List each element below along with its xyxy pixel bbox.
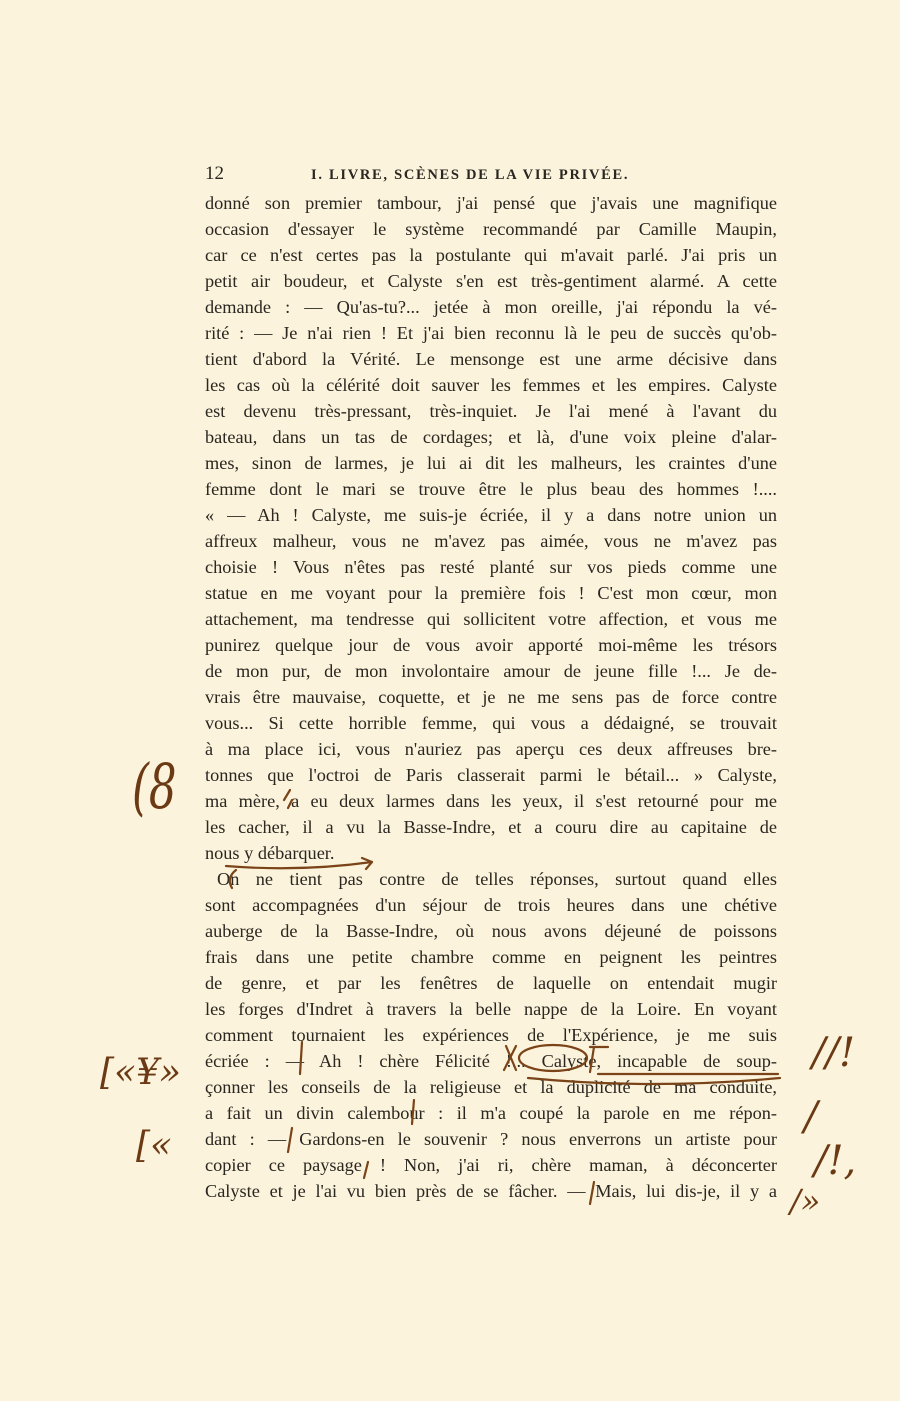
text-line: de genre, et par les fenêtres de laquelle on entendait mugir bbox=[205, 973, 777, 993]
text-line: petit air boudeur, et Calyste s'en est très-gentiment alarmé. A cette bbox=[205, 271, 777, 291]
text-line: bateau, dans un tas de cordages; et là, d'une voix pleine d'alar- bbox=[205, 427, 777, 447]
text-line: ma mère, a eu deux larmes dans les yeux, il s'est retourné pour me bbox=[205, 791, 777, 811]
running-head bbox=[205, 161, 777, 187]
text-line: vrais être mauvaise, coquette, et je ne me sens pas de force contre bbox=[205, 687, 777, 707]
text-line: çonner les conseils de la religieuse et la duplicité de ma conduite, bbox=[205, 1077, 777, 1097]
text-line: donné son premier tambour, j'ai pensé que j'avais une magnifique bbox=[205, 193, 777, 213]
text-line: de mon pur, de mon involontaire amour de jeune fille !... Je de- bbox=[205, 661, 777, 681]
text-line: car ce n'est certes pas la postulante qui m'avait parlé. J'ai pris un bbox=[205, 245, 777, 265]
text-line: statue en me voyant pour la première fois ! C'est mon cœur, mon bbox=[205, 583, 777, 603]
text-line: « — Ah ! Calyste, me suis-je écriée, il y a dans notre union un bbox=[205, 505, 777, 525]
text-line: a fait un divin calembour : il m'a coupé la parole en me répon- bbox=[205, 1103, 777, 1123]
text-line: occasion d'essayer le système recommandé par Camille Maupin, bbox=[205, 219, 777, 239]
text-line: les cacher, il a vu la Basse-Indre, et a couru dire au capitaine de bbox=[205, 817, 777, 837]
text-line: mes, sinon de larmes, je lui ai dit les malheurs, les craintes d'une bbox=[205, 453, 777, 473]
text-line: Calyste et je l'ai vu bien près de se fâcher. — Mais, lui dis-je, il y a bbox=[205, 1181, 777, 1201]
text-line: affreux malheur, vous ne m'avez pas aimée, vous ne m'avez pas bbox=[205, 531, 777, 551]
text-line: tient d'abord la Vérité. Le mensonge est une arme décisive dans bbox=[205, 349, 777, 369]
text-line: On ne tient pas contre de telles réponses, surtout quand elles bbox=[217, 869, 777, 889]
text-line: vous... Si cette horrible femme, qui vous a dédaigné, se trouvait bbox=[205, 713, 777, 733]
text-line: femme dont le mari se trouve être le plus beau des hommes !.... bbox=[205, 479, 777, 499]
text-line: demande : — Qu'as-tu?... jetée à mon oreille, j'ai répondu la vé- bbox=[205, 297, 777, 317]
text-line: rité : — Je n'ai rien ! Et j'ai bien reconnu là le peu de succès qu'ob- bbox=[205, 323, 777, 343]
text-line: frais dans une petite chambre comme en peignent les peintres bbox=[205, 947, 777, 967]
text-line: écriée : — Ah ! chère Félicité !... Calyste, incapable de soup- bbox=[205, 1051, 777, 1071]
margin-note-left: [«¥» bbox=[100, 1052, 181, 1093]
margin-note-right: / bbox=[804, 1094, 818, 1140]
running-title: I. LIVRE, SCÈNES DE LA VIE PRIVÉE. bbox=[311, 167, 630, 183]
margin-note-right: /» bbox=[790, 1182, 821, 1220]
text-line: à ma place ici, vous n'auriez pas aperçu ces deux affreuses bre- bbox=[205, 739, 777, 759]
text-line: attachement, ma tendresse qui sollicitent votre affection, et vous me bbox=[205, 609, 777, 629]
text-line: est devenu très-pressant, très-inquiet. Je l'ai mené à l'avant du bbox=[205, 401, 777, 421]
text-line: copier ce paysage ! Non, j'ai ri, chère maman, à déconcerter bbox=[205, 1155, 777, 1175]
text-line: les forges d'Indret à travers la belle nappe de la Loire. En voyant bbox=[205, 999, 777, 1019]
text-line: nous y débarquer. bbox=[205, 843, 335, 863]
body-text bbox=[205, 190, 777, 1204]
text-line: sont accompagnées d'un séjour de trois heures dans une chétive bbox=[205, 895, 777, 915]
text-line: comment tournaient les expériences de l'Expérience, je me suis bbox=[205, 1025, 777, 1045]
text-line: tonnes que l'octroi de Paris classerait parmi le bétail... » Calyste, bbox=[205, 765, 777, 785]
text-line: choisie ! Vous n'êtes pas resté planté sur vos pieds comme une bbox=[205, 557, 777, 577]
text-line: auberge de la Basse-Indre, où nous avons déjeuné de poissons bbox=[205, 921, 777, 941]
page-number: 12 bbox=[205, 163, 224, 184]
text-line: les cas où la célérité doit sauver les femmes et les empires. Calyste bbox=[205, 375, 777, 395]
margin-note-right: /!, bbox=[814, 1138, 857, 1184]
margin-note-left: [« bbox=[136, 1125, 173, 1166]
margin-note-right: //! bbox=[812, 1030, 856, 1076]
margin-note-left: (8 bbox=[132, 750, 177, 823]
text-line: punirez quelque jour de vous avoir apporté moi-même les trésors bbox=[205, 635, 777, 655]
text-line: dant : — Gardons-en le souvenir ? nous enverrons un artiste pour bbox=[205, 1129, 777, 1149]
